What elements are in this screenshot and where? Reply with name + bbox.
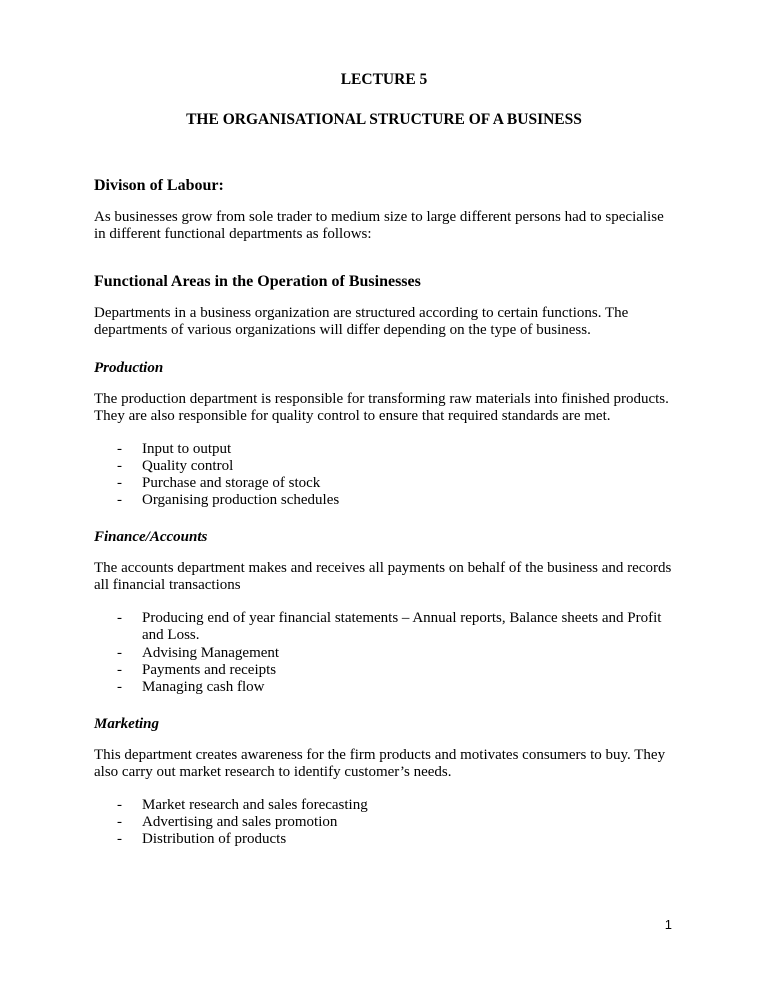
list-item-text: Input to output (142, 440, 232, 457)
list-item (117, 679, 674, 696)
dash-marker: - (117, 796, 122, 813)
finance-list (117, 610, 674, 695)
heading-division-of-labour: Divison of Labour: (94, 177, 224, 195)
list-item-text: Organising production schedules (142, 492, 340, 509)
dash-marker: - (117, 661, 122, 678)
list-item (117, 814, 674, 831)
list-item-text: Payments and receipts (142, 661, 277, 678)
dash-marker: - (117, 492, 122, 509)
subheading-finance-accounts: Finance/Accounts (94, 529, 208, 546)
lecture-title: LECTURE 5 (340, 71, 428, 88)
dash-marker: - (117, 814, 122, 831)
list-item-text: Purchase and storage of stock (142, 474, 321, 491)
list-item-text: Distribution of products (142, 831, 287, 848)
subheading-production: Production (94, 359, 164, 376)
dash-marker: - (117, 678, 122, 695)
list-item (117, 645, 674, 662)
list-item (117, 831, 674, 848)
list-item-text: Producing end of year financial statements – Annual reports, Balance sheets and Profit and Loss. (142, 610, 662, 644)
dash-marker: - (117, 831, 122, 848)
dash-marker: - (117, 644, 122, 661)
subheading-marketing: Marketing (94, 715, 160, 732)
dash-marker: - (117, 474, 122, 491)
list-item-text: Market research and sales forecasting (142, 796, 368, 813)
list-item (117, 458, 674, 475)
paragraph-marketing: This department creates awareness for the firm products and motivates consumers to buy. They also carry out market research to identify customer’s needs. (94, 746, 666, 780)
dash-marker: - (117, 440, 122, 457)
paragraph-production: The production department is responsible for transforming raw materials into finished products. They are also responsible for quality control to ensure that required standards are met. (94, 390, 669, 424)
page-number: 1 (664, 917, 672, 932)
heading-functional-areas: Functional Areas in the Operation of Businesses (94, 273, 421, 291)
list-item (117, 797, 674, 814)
paragraph-division-of-labour: As businesses grow from sole trader to medium size to large different persons had to specialise in different functional departments as follows: (94, 209, 664, 243)
list-item (117, 662, 674, 679)
list-item-text: Advising Management (142, 644, 280, 661)
marketing-list (117, 797, 674, 848)
dash-marker: - (117, 610, 122, 627)
list-item-text: Quality control (142, 457, 234, 474)
list-item (117, 441, 674, 458)
list-item (117, 610, 674, 644)
list-item-text: Advertising and sales promotion (142, 814, 338, 831)
production-list (117, 441, 674, 509)
list-item-text: Managing cash flow (142, 678, 265, 695)
paragraph-finance-accounts: The accounts department makes and receives all payments on behalf of the business and records all financial transactions (94, 560, 672, 594)
list-item (117, 475, 674, 492)
paragraph-functional-areas: Departments in a business organization are structured according to certain functions. The departments of various organizations will differ depending on the type of business. (94, 305, 629, 339)
list-item (117, 492, 674, 509)
dash-marker: - (117, 457, 122, 474)
document-title: THE ORGANISATIONAL STRUCTURE OF A BUSINESS (186, 110, 582, 128)
